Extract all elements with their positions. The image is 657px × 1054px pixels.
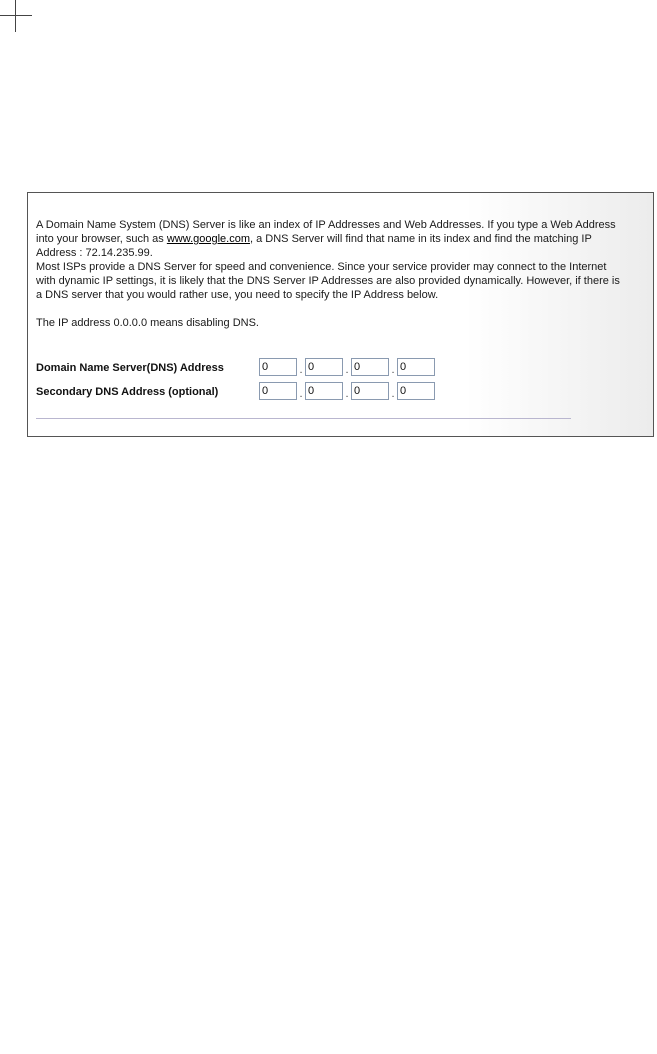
intro-text-prefix: A Domain Name System (DNS) Server is like an index of IP Addresses and Web Addresses. If you type a Web Address into your browser, such as (36, 219, 616, 245)
octet-separator: . (391, 388, 395, 400)
primary-dns-octet-3[interactable] (351, 358, 389, 376)
octet-separator: . (345, 364, 349, 376)
isp-paragraph: Most ISPs provide a DNS Server for speed and convenience. Since your service provider may connect to the Internet with dynamic IP settings, it is likely that the DNS Server IP Addresses are also provided dynamically. However, if there is a DNS server that you would rather use, you need to specify the IP Address below. (36, 261, 620, 301)
google-link[interactable]: www.google.com (166, 233, 250, 245)
secondary-dns-octet-3[interactable] (351, 382, 389, 400)
octet-separator: . (345, 388, 349, 400)
primary-dns-label: Domain Name Server(DNS) Address (36, 362, 224, 374)
octet-separator: . (299, 364, 303, 376)
intro-paragraph (36, 218, 626, 260)
spacer (36, 302, 626, 316)
secondary-dns-octet-2[interactable] (305, 382, 343, 400)
crop-mark-vertical (15, 0, 16, 32)
primary-dns-octet-1[interactable] (259, 358, 297, 376)
primary-dns-row (36, 358, 616, 380)
dns-settings-panel (27, 192, 654, 437)
disable-note: The IP address 0.0.0.0 means disabling DNS. (36, 317, 259, 329)
form-divider (36, 418, 571, 419)
octet-separator: . (299, 388, 303, 400)
dns-form (36, 358, 616, 406)
secondary-dns-label: Secondary DNS Address (optional) (36, 386, 219, 398)
secondary-dns-octets (259, 382, 435, 400)
secondary-dns-row (36, 382, 616, 404)
secondary-dns-octet-1[interactable] (259, 382, 297, 400)
octet-separator: . (391, 364, 395, 376)
secondary-dns-octet-4[interactable] (397, 382, 435, 400)
crop-mark-horizontal (0, 15, 32, 16)
primary-dns-octet-4[interactable] (397, 358, 435, 376)
primary-dns-octet-2[interactable] (305, 358, 343, 376)
dns-description (36, 218, 626, 330)
primary-dns-octets (259, 358, 435, 376)
intro-text-suffix: , a DNS Server will find that name in its index and find the matching IP Address : 72.14.235.99. (36, 233, 592, 259)
